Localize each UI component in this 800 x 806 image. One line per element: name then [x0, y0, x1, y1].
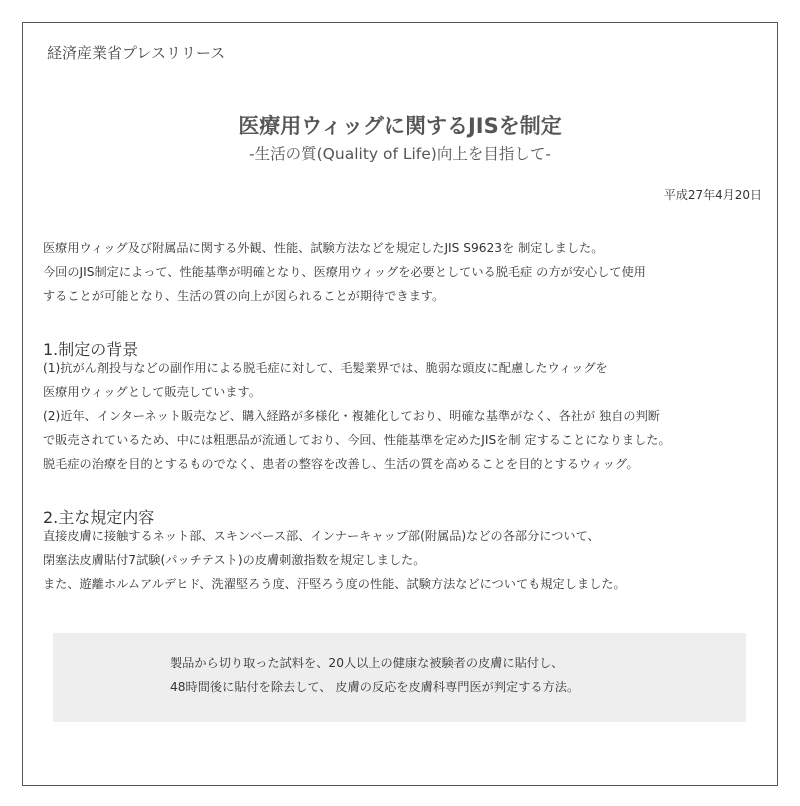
intro-line: 今回のJIS制定によって、性能基準が明確となり、医療用ウィッグを必要としている脱毛症 の方が安心して使用 — [43, 265, 646, 279]
section-provisions-body — [43, 524, 626, 596]
body-line: (2)近年、インターネット販売など、購入経路が多様化・複雑化しており、明確な基準がなく、各社が 独自の判断 — [43, 409, 660, 423]
body-line: 閉塞法皮膚貼付7試験(パッチテスト)の皮膚刺激指数を規定しました。 — [43, 553, 426, 567]
release-date: 平成27年4月20日 — [663, 188, 762, 202]
body-line: (1)抗がん剤投与などの副作用による脱毛症に対して、毛髪業界では、脆弱な頭皮に配慮したウィッグを — [43, 361, 608, 375]
section-heading-provisions: 2.主な規定内容 — [43, 508, 155, 527]
intro-paragraph — [43, 236, 646, 308]
document-subtitle: -生活の質(Quality of Life)向上を目指して- — [249, 145, 551, 163]
body-line: 医療用ウィッグとして販売しています。 — [43, 385, 261, 399]
press-release-source: 経済産業省プレスリリース — [47, 44, 226, 62]
note-text — [170, 651, 579, 699]
note-line: 製品から切り取った試料を、20人以上の健康な被験者の皮膚に貼付し、 — [170, 656, 564, 670]
body-line: 脱毛症の治療を目的とするものでなく、患者の整容を改善し、生活の質を高めることを目的とするウィッグ。 — [43, 457, 639, 471]
intro-line: することが可能となり、生活の質の向上が図られることが期待できます。 — [43, 289, 445, 303]
intro-line: 医療用ウィッグ及び附属品に関する外観、性能、試験方法などを規定したJIS S9623を 制定しました。 — [43, 241, 604, 255]
section-heading-background: 1.制定の背景 — [43, 340, 139, 359]
body-line: 直接皮膚に接触するネット部、スキンベース部、インナーキャップ部(附属品)などの各部分について、 — [43, 529, 600, 543]
note-line: 48時間後に貼付を除去して、 皮膚の反応を皮膚科専門医が判定する方法。 — [170, 680, 580, 694]
document-title: 医療用ウィッグに関するJISを制定 — [238, 114, 562, 138]
patch-test-note-box — [53, 633, 746, 722]
body-line: また、遊離ホルムアルデヒド、洗濯堅ろう度、汗堅ろう度の性能、試験方法などについても規定しました。 — [43, 577, 626, 591]
section-background-body — [43, 356, 671, 476]
body-line: で販売されているため、中には粗悪品が流通しており、今回、性能基準を定めたJISを制 定することになりました。 — [43, 433, 671, 447]
